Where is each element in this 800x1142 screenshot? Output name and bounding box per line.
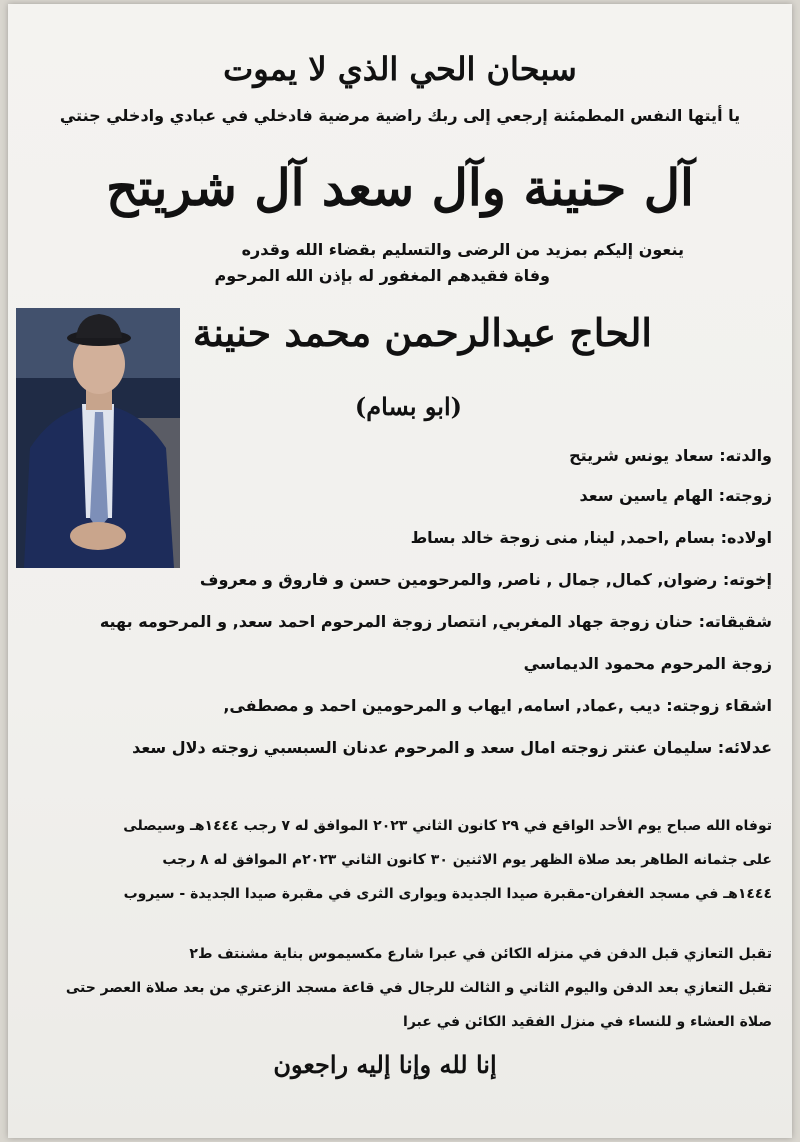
relatives-brothers-in-law: عدلائه: سليمان عنتر زوجته امال سعد و المرحوم عدنان السبسبي زوجته دلال سعد [132, 738, 772, 757]
relatives-children: اولاده: بسام ,احمد, لينا, منى زوجة خالد بساط [410, 528, 772, 547]
closing-verse: إنا لله وإنا إليه راجعون [273, 1050, 497, 1079]
condolences-line-3: صلاة العشاء و للنساء في منزل الفقيد الكائن في عبرا [403, 1014, 772, 1030]
funeral-line-2: على جثمانه الطاهر بعد صلاة الظهر يوم الاثنين ٣٠ كانون الثاني ٢٠٢٣م الموافق له ٨ رجب [162, 852, 772, 868]
families-title: آل حنينة وآل سعد آل شريتح [106, 158, 694, 217]
relatives-mother: والدته: سعاد يونس شريتح [569, 446, 772, 465]
relatives-sisters: شقيقاته: حنان زوجة جهاد المغربي, انتصار زوجة المرحوم احمد سعد, و المرحومه بهيه [99, 612, 772, 631]
glory-heading: سبحان الحي الذي لا يموت [223, 50, 577, 88]
condolences-line-1: تقبل التعازي قبل الدفن في منزله الكائن في عبرا شارع مكسيموس بناية مشنتف ط٢ [189, 946, 772, 962]
announcement-line-2: وفاة فقيدهم المغفور له بإذن الله المرحوم [214, 266, 550, 285]
deceased-name: الحاج عبدالرحمن محمد حنينة [192, 310, 652, 355]
funeral-line-3: ١٤٤٤هـ في مسجد الغفران-مقبرة صيدا الجديدة ويوارى الثرى في مقبرة صيدا الجديدة - سيروب [123, 886, 772, 902]
funeral-line-1: توفاه الله صباح يوم الأحد الواقع في ٢٩ كانون الثاني ٢٠٢٣ الموافق له ٧ رجب ١٤٤٤هـ وسيصلى [123, 818, 772, 834]
announcement-line-1: ينعون إليكم بمزيد من الرضى والتسليم بقضاء الله وقدره [241, 240, 684, 259]
condolences-line-2: تقبل التعازي بعد الدفن واليوم الثاني و الثالث للرجال في قاعة مسجد الزعتري من بعد صلاة العصر حتى [65, 980, 772, 996]
relatives-in-laws: اشقاء زوجته: ديب ,عماد, اسامه, ايهاب و المرحومين احمد و مصطفى, [223, 696, 772, 715]
relatives-sisters-cont: زوجة المرحوم محمود الديماسي [523, 654, 772, 673]
deceased-nickname: (ابو بسام) [354, 392, 462, 421]
quran-verse: يا أيتها النفس المطمئنة إرجعي إلى ربك راضية مرضية فادخلي في عبادي وادخلي جنتي [59, 106, 741, 125]
deceased-photo [16, 308, 180, 568]
relatives-brothers: إخوته: رضوان, كمال, جمال , ناصر, والمرحومين حسن و فاروق و معروف [199, 570, 772, 589]
relatives-wife: زوجته: الهام ياسين سعد [579, 486, 772, 505]
